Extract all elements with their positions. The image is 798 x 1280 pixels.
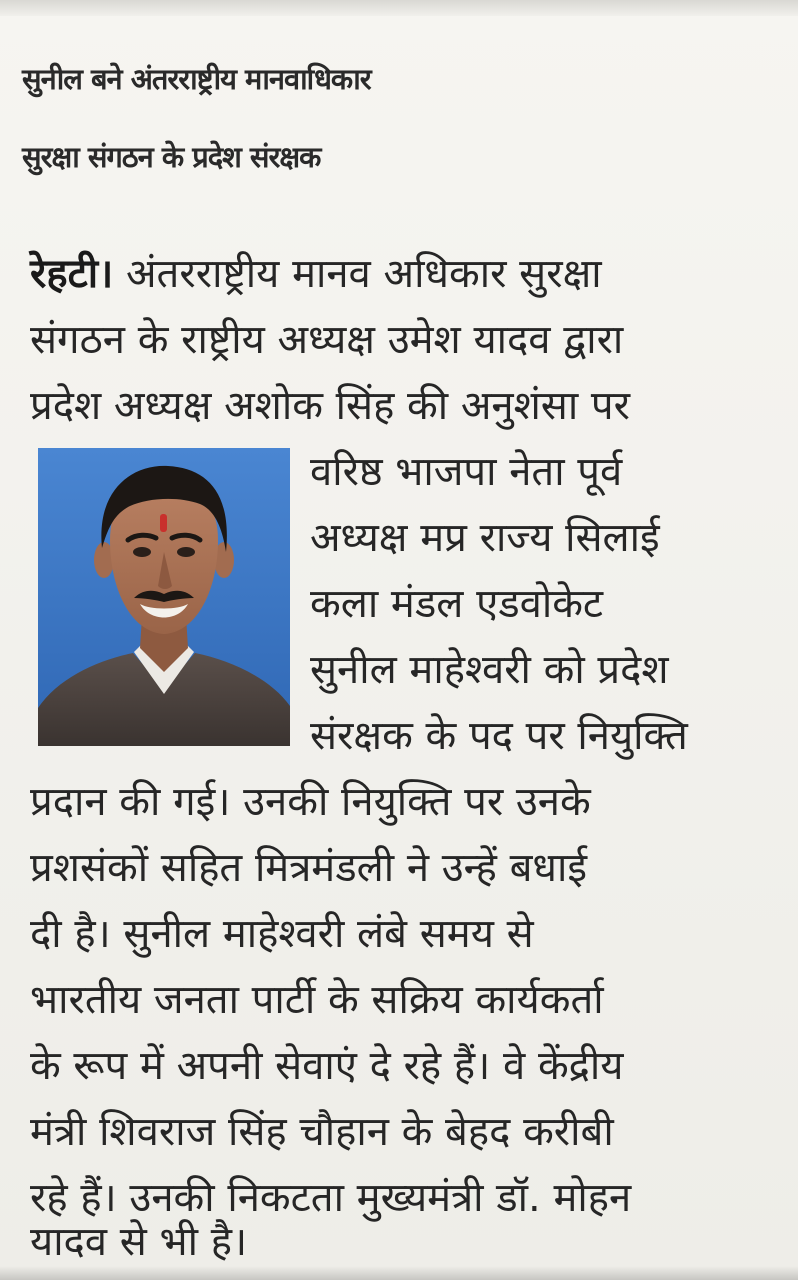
article-line xyxy=(30,242,602,306)
article-line: मंत्री शिवराज सिंह चौहान के बेहद करीबी xyxy=(30,1109,614,1155)
headline-line-1: सुनील बने अंतरराष्ट्रीय मानवाधिकार xyxy=(22,62,371,96)
article-line: भारतीय जनता पार्टी के सक्रिय कार्यकर्ता xyxy=(30,977,604,1023)
portrait-photo xyxy=(38,448,290,746)
article-line: रहे हैं। उनकी निकटता मुख्यमंत्री डॉ. मोहन xyxy=(30,1175,632,1221)
article-line: कला मंडल एडवोकेट xyxy=(310,581,604,627)
article-line: के रूप में अपनी सेवाएं दे रहे हैं। वे केंद्रीय xyxy=(30,1043,624,1089)
article-line-text: अंतरराष्ट्रीय मानव अधिकार सुरक्षा xyxy=(126,251,602,297)
headline xyxy=(22,40,782,196)
article-line: यादव से भी है। xyxy=(30,1219,248,1265)
article-line: संरक्षक के पद पर नियुक्ति xyxy=(310,713,688,759)
article-line: प्रदेश अध्यक्ष अशोक सिंह की अनुशंसा पर xyxy=(30,383,630,429)
bottom-edge xyxy=(0,1266,798,1280)
article-line: वरिष्ठ भाजपा नेता पूर्व xyxy=(310,449,623,495)
top-divider xyxy=(0,0,798,16)
dateline: रेहटी। xyxy=(30,251,114,297)
headline-line-2: सुरक्षा संगठन के प्रदेश संरक्षक xyxy=(22,140,321,174)
article-line: संगठन के राष्ट्रीय अध्यक्ष उमेश यादव द्वारा xyxy=(30,317,624,363)
article-line: प्रशसंकों सहित मित्रमंडली ने उन्हें बधाई xyxy=(30,845,588,891)
article-line: दी है। सुनील माहेश्वरी लंबे समय से xyxy=(30,911,534,957)
article-line: प्रदान की गई। उनकी नियुक्ति पर उनके xyxy=(30,779,591,825)
article-line: सुनील माहेश्वरी को प्रदेश xyxy=(310,647,669,693)
article-line: अध्यक्ष मप्र राज्य सिलाई xyxy=(310,515,660,561)
